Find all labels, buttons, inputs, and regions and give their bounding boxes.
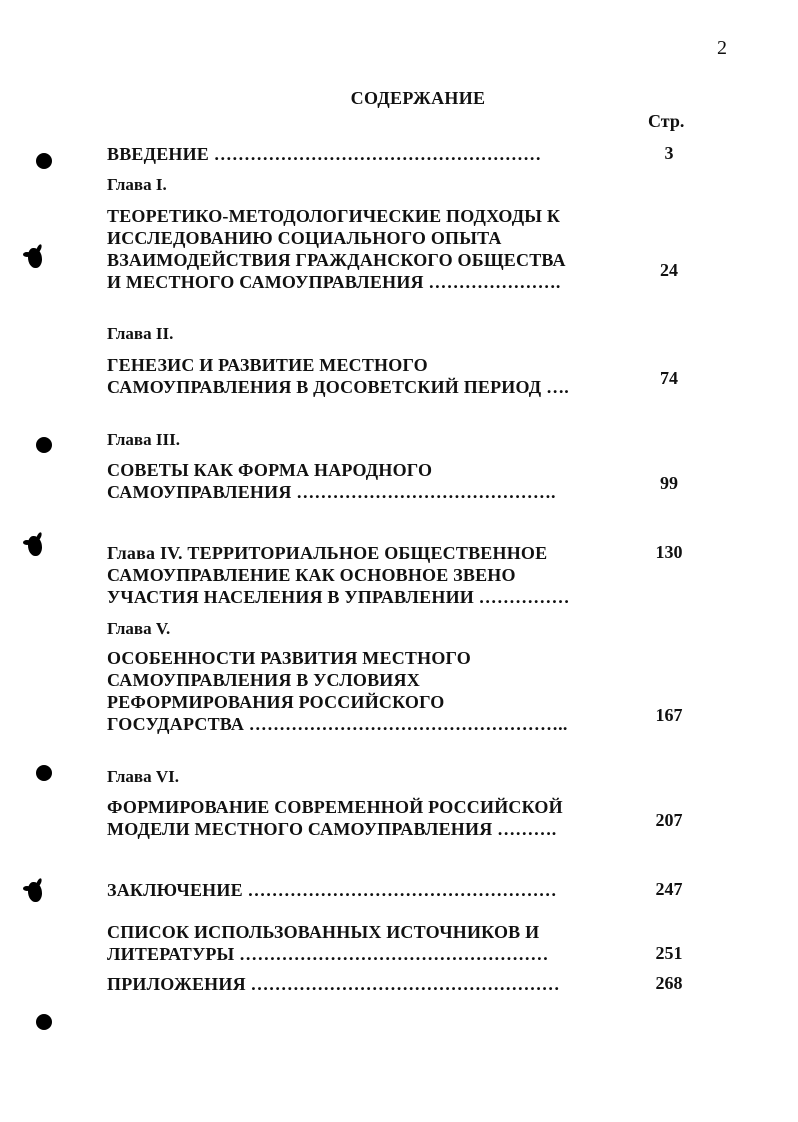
page-number: 2 <box>717 37 727 59</box>
page-title: СОДЕРЖАНИЕ <box>350 88 486 108</box>
toc-entry-line: ГЕНЕЗИС И РАЗВИТИЕ МЕСТНОГО <box>107 355 428 375</box>
chapter-heading: Глава V. <box>107 619 171 638</box>
toc-entry-line: И МЕСТНОГО САМОУПРАВЛЕНИЯ …………………. <box>107 272 561 292</box>
toc-page-ch3: 99 <box>660 473 678 493</box>
toc-entry-line: ВЗАИМОДЕЙСТВИЯ ГРАЖДАНСКОГО ОБЩЕСТВА <box>107 250 566 270</box>
toc-entry-intro: ВВЕДЕНИЕ ……………………………………………… <box>107 144 542 164</box>
toc-page-ch4: 130 <box>655 542 683 562</box>
chapter-heading: Глава VI. <box>107 767 180 786</box>
toc-page-ch1: 24 <box>660 260 678 280</box>
toc-page-ch6: 207 <box>655 810 683 830</box>
punch-hole-mark <box>36 153 52 169</box>
page-column-header: Стр. <box>648 111 685 131</box>
ink-blot-mark <box>28 536 42 556</box>
toc-entry-line: ТЕОРЕТИКО-МЕТОДОЛОГИЧЕСКИЕ ПОДХОДЫ К <box>107 206 561 226</box>
toc-page-intro: 3 <box>664 143 674 163</box>
toc-page-conclusion: 247 <box>655 879 683 899</box>
toc-entry-line: УЧАСТИЯ НАСЕЛЕНИЯ В УПРАВЛЕНИИ …………… <box>107 587 570 607</box>
toc-entry-line: ГОСУДАРСТВА …………………………………………….. <box>107 714 568 734</box>
toc-entry-line: ФОРМИРОВАНИЕ СОВРЕМЕННОЙ РОССИЙСКОЙ <box>107 797 563 817</box>
ink-blot-mark <box>28 882 42 902</box>
ink-blot-mark <box>28 248 42 268</box>
toc-entry-line: ИССЛЕДОВАНИЮ СОЦИАЛЬНОГО ОПЫТА <box>107 228 502 248</box>
toc-entry-line: САМОУПРАВЛЕНИЯ В ДОСОВЕТСКИЙ ПЕРИОД …. <box>107 377 569 397</box>
chapter-heading: Глава III. <box>107 430 180 449</box>
toc-page-ch5: 167 <box>655 705 683 725</box>
toc-entry-line: СПИСОК ИСПОЛЬЗОВАННЫХ ИСТОЧНИКОВ И <box>107 922 540 942</box>
toc-entry-line: САМОУПРАВЛЕНИЯ В УСЛОВИЯХ <box>107 670 420 690</box>
toc-entry-conclusion: ЗАКЛЮЧЕНИЕ …………………………………………… <box>107 880 557 900</box>
toc-entry-line: СОВЕТЫ КАК ФОРМА НАРОДНОГО <box>107 460 433 480</box>
toc-entry-line: ОСОБЕННОСТИ РАЗВИТИЯ МЕСТНОГО <box>107 648 471 668</box>
chapter-heading: Глава I. <box>107 175 167 194</box>
chapter-heading: Глава II. <box>107 324 174 343</box>
toc-entry-line: РЕФОРМИРОВАНИЯ РОССИЙСКОГО <box>107 692 445 712</box>
punch-hole-mark <box>36 765 52 781</box>
toc-entry-line: МОДЕЛИ МЕСТНОГО САМОУПРАВЛЕНИЯ ………. <box>107 819 557 839</box>
punch-hole-mark <box>36 437 52 453</box>
toc-page-ch2: 74 <box>660 368 678 388</box>
toc-entry-line: САМОУПРАВЛЕНИЕ КАК ОСНОВНОЕ ЗВЕНО <box>107 565 516 585</box>
toc-entry-line: Глава IV. ТЕРРИТОРИАЛЬНОЕ ОБЩЕСТВЕННОЕ <box>107 543 548 563</box>
toc-entry-line: ЛИТЕРАТУРЫ …………………………………………… <box>107 944 549 964</box>
toc-page-sources: 251 <box>655 943 683 963</box>
toc-entry-line: САМОУПРАВЛЕНИЯ ……………………………………. <box>107 482 556 502</box>
punch-hole-mark <box>36 1014 52 1030</box>
toc-page-appendix: 268 <box>655 973 683 993</box>
toc-entry-appendix: ПРИЛОЖЕНИЯ …………………………………………… <box>107 974 560 994</box>
